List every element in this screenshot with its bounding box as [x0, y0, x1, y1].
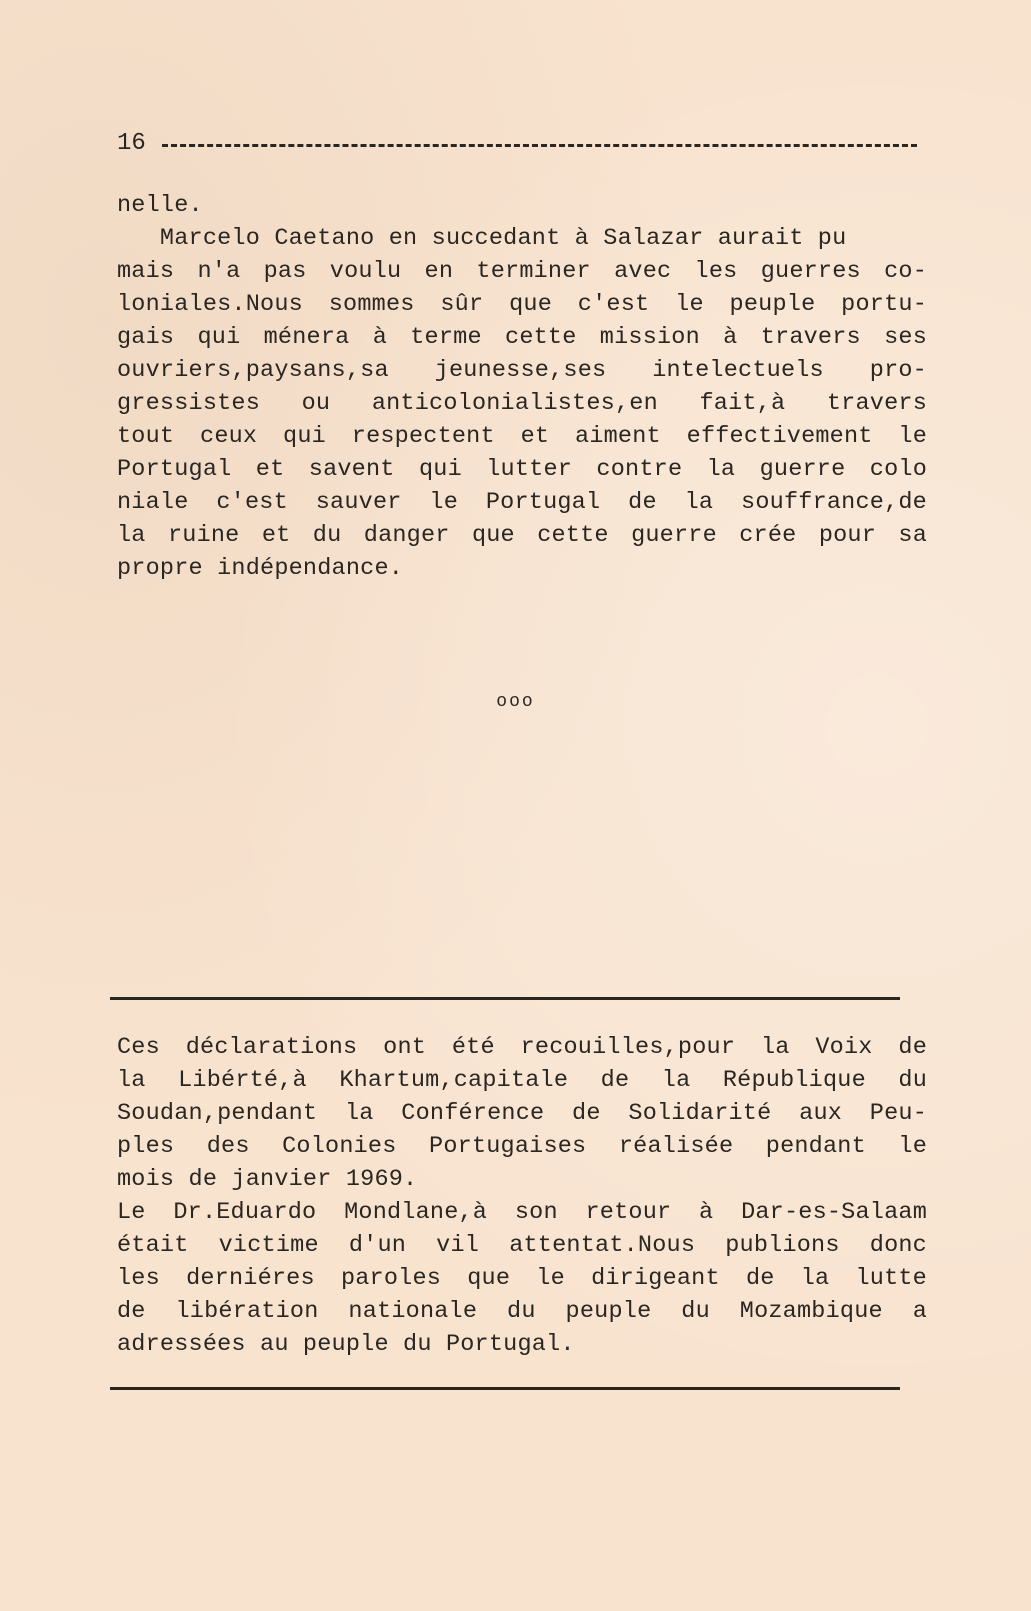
note-line: Soudan,pendant la Conférence de Solidarité aux Peu-: [117, 1100, 927, 1127]
page-number: 16: [117, 129, 146, 157]
body-line: mais n'a pas voulu en terminer avec les guerres co-: [117, 258, 927, 285]
page-header: [117, 126, 917, 160]
note-line: les derniéres paroles que le dirigeant de la lutte: [117, 1265, 927, 1292]
body-line: gressistes ou anticolonialistes,en fait,à travers: [117, 390, 927, 417]
header-dash-rule: [162, 144, 917, 147]
body-line: niale c'est sauver le Portugal de la souffrance,de: [117, 489, 927, 516]
note-bottom-rule: [110, 1387, 900, 1390]
note-line: mois de janvier 1969.: [117, 1166, 418, 1193]
body-line: la ruine et du danger que cette guerre crée pour sa: [117, 522, 927, 549]
note-top-rule: [110, 997, 900, 1000]
note-line: Le Dr.Eduardo Mondlane,à son retour à Dar-es-Salaam: [117, 1199, 927, 1226]
note-line: Ces déclarations ont été recouilles,pour la Voix de: [117, 1034, 927, 1061]
body-line: Portugal et savent qui lutter contre la guerre colo: [117, 456, 927, 483]
note-line: était victime d'un vil attentat.Nous publions donc: [117, 1232, 927, 1259]
body-line: propre indépendance.: [117, 555, 404, 582]
body-line: ouvriers,paysans,sa jeunesse,ses intelectuels pro-: [117, 357, 927, 384]
body-line: Marcelo Caetano en succedant à Salazar aurait pu: [117, 225, 847, 252]
body-line: tout ceux qui respectent et aiment effectivement le: [117, 423, 927, 450]
note-line: la Libérté,à Khartum,capitale de la République du: [117, 1067, 927, 1094]
body-line: nelle.: [117, 192, 203, 219]
note-line: de libération nationale du peuple du Mozambique a: [117, 1298, 927, 1325]
note-line: adressées au peuple du Portugal.: [117, 1331, 575, 1358]
section-separator: ooo: [496, 692, 535, 712]
body-line: loniales.Nous sommes sûr que c'est le peuple portu-: [117, 291, 927, 318]
note-line: ples des Colonies Portugaises réalisée pendant le: [117, 1133, 927, 1160]
body-line: gais qui ménera à terme cette mission à travers ses: [117, 324, 927, 351]
